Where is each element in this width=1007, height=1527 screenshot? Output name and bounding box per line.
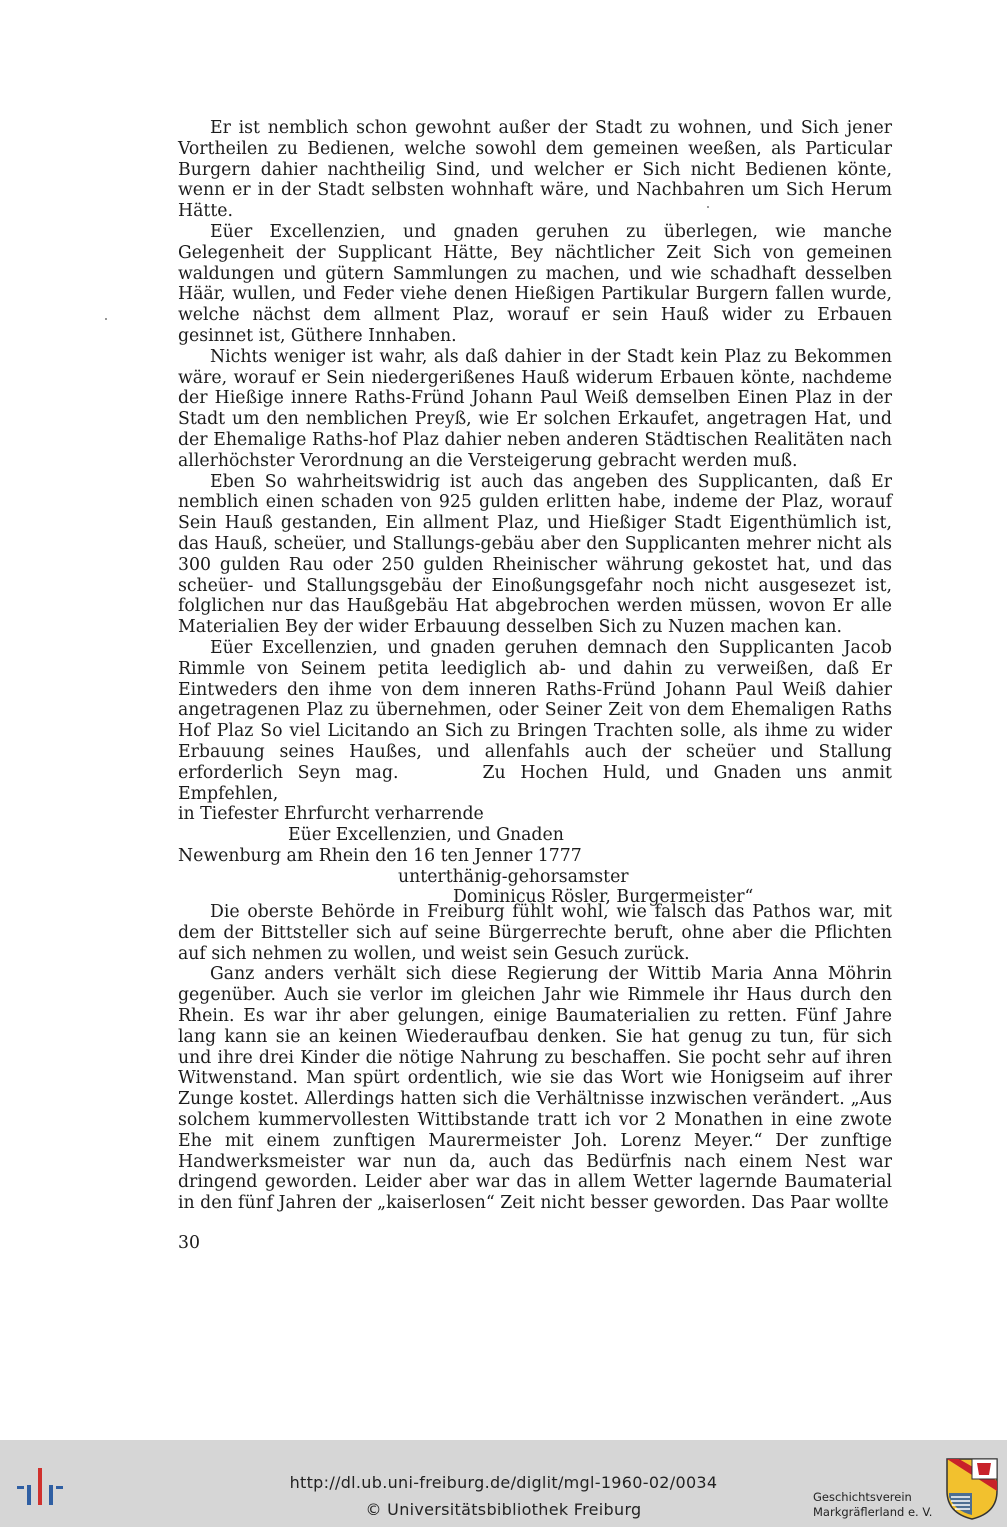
letter-paragraph-text: Eüer Excellenzien, und gnaden geruhen demnach den Supplicanten Jacob Rimmle von Seinem petita leediglich ab- und dahin zu verweißen, daß Er Eintweders den ihme von dem inneren Raths-Fründ Johann Paul Weiß dahier angetragenen Plaz zu übernehmen, oder Seiner Zeit von dem Ehemaligen Raths Hof Plaz So viel Licitando an Sich zu Bringen Trachten solle, als ihme zu wider Erbauung seines Haußes, und allenfahls auch der scheüer und Stallung erforderlich Seyn mag. xyxy=(178,637,892,783)
commentary-paragraph: Die oberste Behörde in Freiburg fühlt wohl, wie falsch das Pathos war, mit dem der Bittsteller sich auf seine Bürgerrechte beruft, ohne aber die Pflichten auf sich nehmen zu wollen, und weist sein Gesuch zurück. xyxy=(178,902,892,964)
society-name xyxy=(813,1490,943,1520)
letter-paragraph: Er ist nemblich schon gewohnt außer der Stadt zu wohnen, und Sich jener Vortheilen zu Bedienen, welche sowohl dem gemeinen weeßen, als Particular Burgern dahier nachtheilig Sind, und welcher er Sich nicht Bedienen könte, wenn er in der Stadt selbsten wohnhaft wäre, und Nachbahren um Sich Herum Hätte. xyxy=(178,118,892,222)
copyright-notice: © Universitätsbibliothek Freiburg xyxy=(365,1500,642,1519)
letter-paragraph: Eüer Excellenzien, und gnaden geruhen zu überlegen, wie manche Gelegenheit der Supplicant Hätte, Bey nächtlicher Zeit Sich von gemeinen waldungen und gütern Sammlungen zu machen, und wie schadhaft desselben Häär, wullen, und Feder viehe denen Hießigen Partikular Burgern fallen wurde, welche nächst dem allment Plaz, worauf er sein Hauß wider zu Erbauen gesinnet ist, Güthere Innhaben. xyxy=(178,221,892,346)
letter-salutation: Eüer Excellenzien, und Gnaden xyxy=(288,825,564,846)
letter-paragraph: Eben So wahrheitswidrig ist auch das angeben des Supplicanten, daß Er nemblich einen schaden von 925 gulden erlitten habe, indeme der Plaz, worauf Sein Hauß gestanden, Ein allment Plaz, und Hießiger Stadt Eigenthümlich ist, das Hauß, scheüer, und Stallungs-gebäu aber den Supplicanten mehrer nicht als 300 gulden Rau oder 250 gulden Rheinischer währung gekostet hat, und das scheüer- und Stallungsgebäu der Einoßungsgefahr noch nicht ausgesezet ist, folglichen nur das Haußgebäu Hat abgebrochen werden müssen, wovon Er alle Materialien Bey der wider Erbauung desselben Sich zu Nuzen machen kan. xyxy=(178,471,892,638)
letter-closing-line: in Tiefester Ehrfurcht verharrende xyxy=(178,804,484,825)
viewer-footer xyxy=(0,1440,1007,1527)
letter-subscription: unterthänig-gehorsamster xyxy=(398,866,629,887)
commentary-paragraph: Ganz anders verhält sich diese Regierung der Wittib Maria Anna Möhrin gegenüber. Auch sie verlor im gleichen Jahr wie Rimmele ihr Haus durch den Rhein. Es war ihr aber gelungen, einige Baumaterialien zu retten. Fünf Jahre lang kann sie an keinen Wiederaufbau denken. Sie hat genug zu tun, für sich und ihre drei Kinder die nötige Nahrung zu beschaffen. Sie pocht sehr auf ihren Witwenstand. Man spürt ordentlich, wie sie das Wort wie Honigseim auf ihrer Zunge kostet. Allerdings hatten sich die Verhältnisse inzwischen verändert. „Aus solchem kummervollesten Wittibstande tratt ich vor 2 Monathen in eine zwote Ehe mit einem zunftigen Maurermeister Joh. Lorenz Meyer.“ Der zunftige Handwerksmeister war nun da, auch das Bedürfnis nach einem Nest war dringend geworden. Leider aber war das in allem Wetter lagernde Baumaterial in den fünf Jahren der „kaiserlosen“ Zeit nicht besser geworden. Das Paar wollte xyxy=(178,964,892,1214)
letter-place-date: Newenburg am Rhein den 16 ten Jenner 1777 xyxy=(178,845,582,866)
society-name-line: Geschichtsverein xyxy=(813,1490,912,1504)
letter-closing: Zu Hochen Huld, und Gnaden uns anmit Empfehlen, xyxy=(178,762,892,804)
scan-speck xyxy=(707,206,709,208)
document-url-link[interactable]: http://dl.ub.uni-freiburg.de/diglit/mgl-1960-02/0034 xyxy=(289,1473,718,1492)
coat-of-arms-icon[interactable] xyxy=(945,1457,999,1521)
letter-paragraph: Nichts weniger ist wahr, als daß dahier in der Stadt kein Plaz zu Bekommen wäre, worauf er Sein niedergerißenes Hauß widerum Erbauen könte, nachdeme der Hießige innere Raths-Fründ Johann Paul Weiß demselben Einen Plaz in der Stadt um den nemblichen Preyß, wie Er solchen Erkaufet, angetragen Hat, und der Ehemalige Raths-hof Plaz dahier neben anderen Städtischen Realitäten nach allerhöchster Verordnung an die Versteigerung gebracht werden muß. xyxy=(178,346,892,471)
society-name-line: Markgräflerland e. V. xyxy=(813,1505,933,1519)
letter-transcription xyxy=(178,118,892,908)
letter-paragraph xyxy=(178,638,892,804)
page-number: 30 xyxy=(178,1233,200,1253)
letter-signature: Dominicus Rösler, Burgermeister“ xyxy=(453,887,754,908)
commentary-text xyxy=(178,902,892,1214)
scan-speck xyxy=(105,318,107,320)
